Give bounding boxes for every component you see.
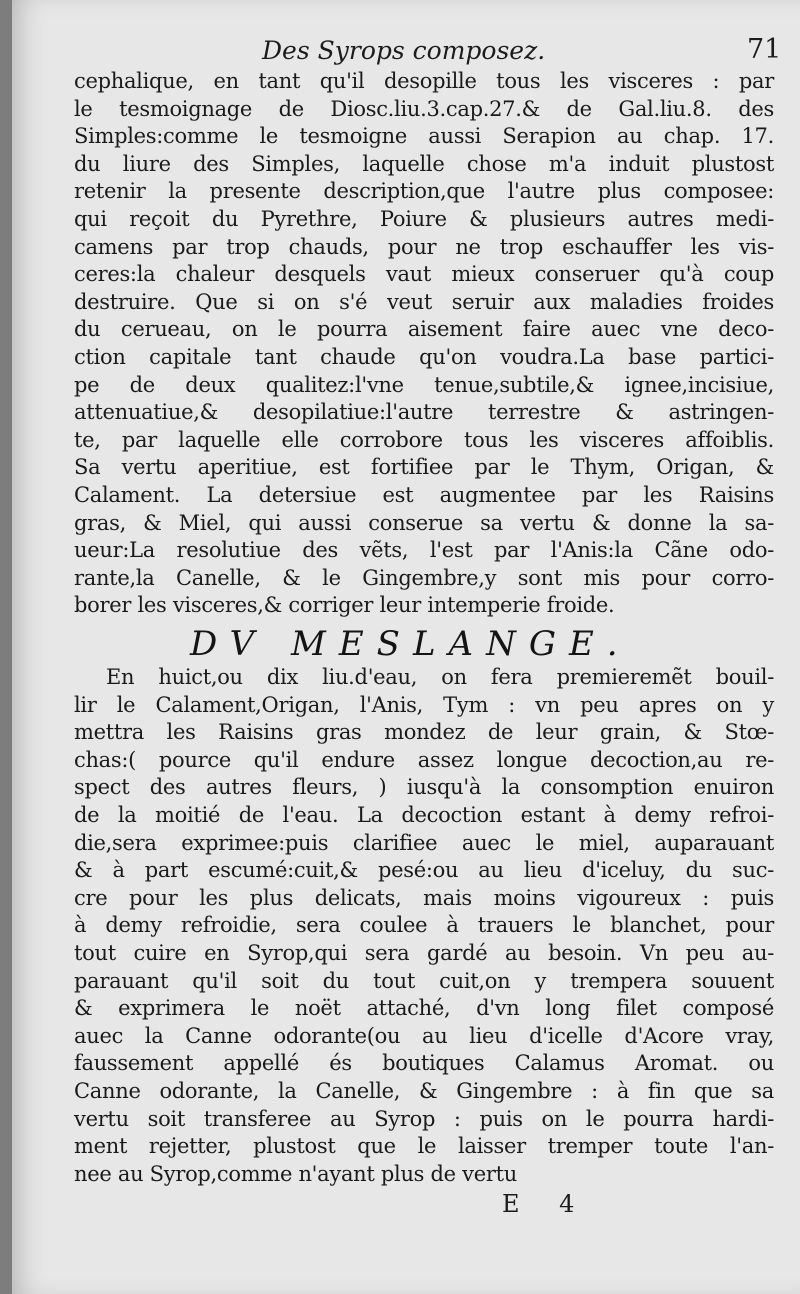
text-line: destruire. Que si on s'é veut seruir aux maladies froides — [74, 289, 774, 314]
text-line: rante,la Canelle, & le Gingembre,y sont mis pour corro- — [74, 565, 774, 590]
running-head: Des Syrops composez. — [262, 36, 546, 65]
paragraph-2 — [74, 664, 774, 1188]
text-line: ction capitale tant chaude qu'on voudra.La base partici- — [74, 344, 774, 369]
text-line: qui reçoit du Pyrethre, Poiure & plusieurs autres medi- — [74, 206, 774, 231]
text-line: du liure des Simples, laquelle chose m'a induit plustost — [74, 151, 774, 176]
text-line: Simples:comme le tesmoigne aussi Serapion au chap. 17. — [74, 124, 774, 149]
text-line: & à part escumé:cuit,& pesé:ou au lieu d'iceluy, du suc- — [74, 858, 774, 883]
text-line: spect des autres fleurs, ) iusqu'à la consomption enuiron — [74, 775, 774, 800]
text-line: chas:( pource qu'il endure assez longue decoction,au re- — [74, 747, 774, 772]
text-line: nee au Syrop,comme n'ayant plus de vertu — [74, 1161, 517, 1186]
text-line: auec la Canne odorante(ou au lieu d'icelle d'Acore vray, — [74, 1023, 774, 1048]
book-page — [12, 0, 800, 1294]
text-line: & exprimera le noët attaché, d'vn long filet composé — [74, 996, 774, 1021]
text-line: borer les visceres,& corriger leur intemperie froide. — [74, 593, 615, 618]
text-line: mettra les Raisins gras mondez de leur grain, & Stœ- — [74, 720, 774, 745]
text-line: attenuatiue,& desopilatiue:l'autre terrestre & astringen- — [74, 400, 774, 425]
text-line: retenir la presente description,que l'autre plus composee: — [74, 179, 774, 204]
text-line: pe de deux qualitez:l'vne tenue,subtile,& ignee,incisiue, — [74, 372, 774, 397]
text-line: parauant qu'il soit du tout cuit,on y trempera souuent — [74, 968, 774, 993]
text-line: die,sera exprimee:puis clarifiee auec le miel, auparauant — [74, 830, 774, 855]
text-line: cre pour les plus delicats, mais moins vigoureux : puis — [74, 885, 774, 910]
signature-mark: E 4 — [502, 1190, 591, 1218]
text-line: cephalique, en tant qu'il desopille tous les visceres : par — [74, 69, 774, 93]
text-line: camens par trop chauds, pour ne trop eschauffer les vis- — [74, 234, 774, 259]
text-line: vertu soit transferee au Syrop : puis on le pourra hardi- — [74, 1106, 774, 1131]
text-line: tout cuire en Syrop,qui sera gardé au besoin. Vn peu au- — [74, 940, 774, 965]
text-line: lir le Calament,Origan, l'Anis, Tym : vn peu apres on y — [74, 692, 774, 717]
text-line: En huict,ou dix liu.d'eau, on fera premieremẽt bouil- — [106, 665, 774, 689]
paragraph-1 — [74, 68, 774, 620]
text-line: de la moitié de l'eau. La decoction estant à demy refroi- — [74, 802, 774, 827]
text-line: Calament. La detersiue est augmentee par les Raisins — [74, 482, 774, 507]
text-line: ceres:la chaleur desquels vaut mieux conseruer qu'à coup — [74, 262, 774, 287]
text-line: te, par laquelle elle corrobore tous les visceres affoiblis. — [74, 427, 774, 452]
text-line: du cerueau, on le pourra aisement faire auec vne deco- — [74, 317, 774, 342]
text-line: à demy refroidie, sera coulee à trauers le blanchet, pour — [74, 913, 774, 938]
text-line: Sa vertu aperitiue, est fortifiee par le Thym, Origan, & — [74, 455, 774, 480]
text-line: ment rejetter, plustost que le laisser tremper toute l'an- — [74, 1134, 774, 1159]
text-line: gras, & Miel, qui aussi conserue sa vertu & donne la sa- — [74, 510, 774, 535]
page-number: 71 — [747, 34, 782, 65]
text-line: ueur:La resolutiue des vẽts, l'est par l'Anis:la Cãne odo- — [74, 538, 774, 563]
text-line: le tesmoignage de Diosc.liu.3.cap.27.& de Gal.liu.8. des — [74, 96, 774, 121]
text-line: Canne odorante, la Canelle, & Gingembre : à fin que sa — [74, 1078, 774, 1103]
section-title: DV MESLANGE. — [190, 624, 631, 664]
text-line: faussement appellé és boutiques Calamus Aromat. ou — [74, 1051, 774, 1076]
